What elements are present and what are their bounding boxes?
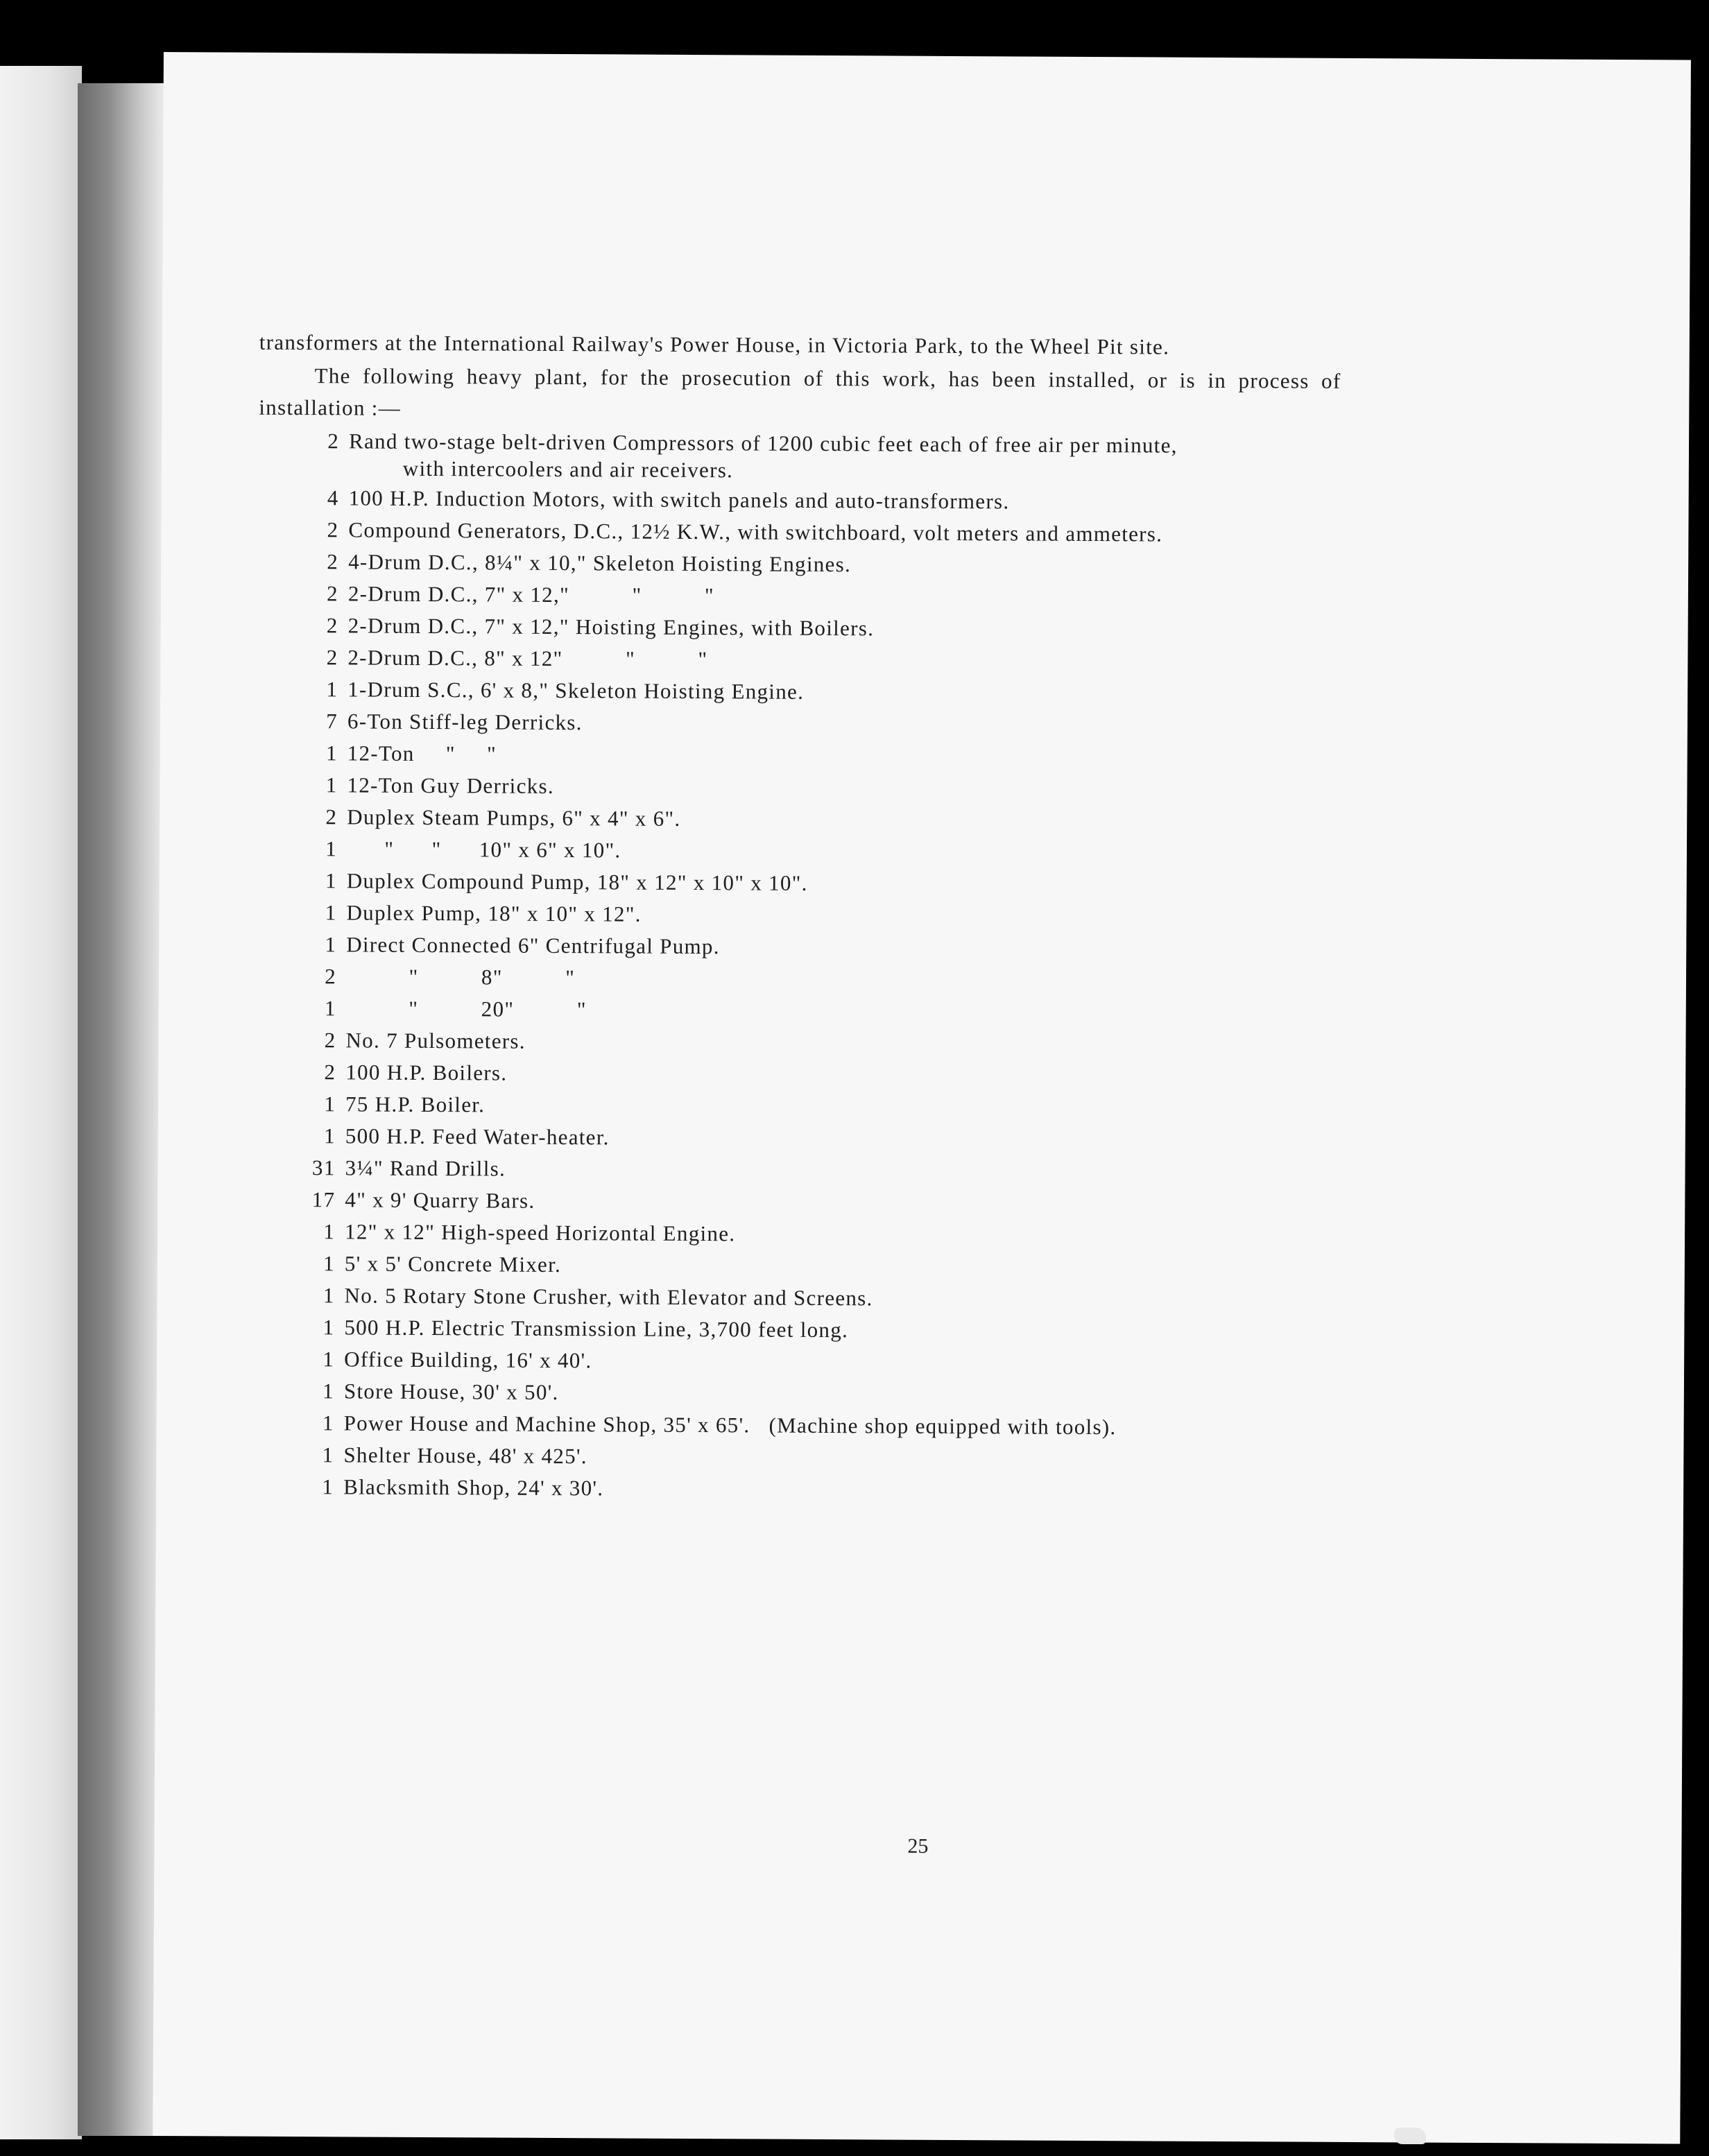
item-quantity: 2 [325, 804, 338, 829]
intro-paragraph: The following heavy plant, for the prosecution of this work, has been installed, or is in process of installation :— [259, 363, 1341, 420]
list-item [253, 1471, 1335, 1508]
item-description: Rand two-stage belt-driven Compressors of 1200 cubic feet each of free air per minute, [348, 429, 1178, 458]
item-description: 2-Drum D.C., 8" x 12" " " [347, 645, 708, 672]
item-quantity: 1 [323, 1123, 336, 1148]
item-quantity: 1 [322, 1379, 334, 1404]
item-quantity: 1 [323, 1347, 335, 1372]
item-description: " 20" " [345, 996, 587, 1022]
item-quantity: 1 [323, 1219, 336, 1244]
list-item [254, 1407, 1336, 1444]
item-description: No. 7 Pulsometers. [345, 1028, 526, 1053]
item-quantity: 31 [311, 1155, 336, 1180]
list-item [256, 897, 1338, 934]
item-quantity: 1 [325, 868, 337, 893]
list-item [258, 546, 1340, 583]
item-description: 100 H.P. Induction Motors, with switch panels and auto-transformers. [348, 485, 1010, 514]
item-quantity: 1 [324, 996, 336, 1021]
item-description: 3¼" Rand Drills. [345, 1155, 506, 1181]
item-description: 4" x 9' Quarry Bars. [345, 1187, 535, 1213]
item-description: 4-Drum D.C., 8¼" x 10," Skeleton Hoisting Engines. [348, 549, 852, 577]
item-description: Store House, 30' x 50'. [343, 1379, 559, 1405]
item-quantity: 1 [322, 1411, 334, 1435]
item-quantity: 1 [326, 677, 338, 702]
item-quantity: 1 [323, 1283, 335, 1308]
item-quantity: 17 [311, 1187, 336, 1212]
item-quantity: 2 [326, 645, 338, 670]
item-description: Shelter House, 48' x 425'. [343, 1442, 587, 1469]
item-description: 12-Ton " " [347, 741, 497, 766]
item-description-continued: with intercoolers and air receivers. [402, 456, 734, 483]
item-description: 100 H.P. Boilers. [345, 1060, 508, 1085]
page-body [253, 327, 1341, 1508]
item-description: 6-Ton Stiff-leg Derricks. [347, 709, 583, 735]
item-description: Blacksmith Shop, 24' x 30'. [343, 1474, 604, 1501]
scan-artifact [1394, 2128, 1426, 2144]
list-item [255, 1024, 1337, 1062]
list-item [257, 865, 1339, 902]
item-description: Duplex Compound Pump, 18" x 12" x 10" x 10". [346, 868, 808, 895]
item-description: Direct Connected 6" Centrifugal Pump. [346, 932, 720, 959]
item-quantity: 1 [324, 1092, 336, 1116]
list-item [255, 1152, 1337, 1189]
list-item [255, 1216, 1337, 1253]
item-quantity: 1 [325, 836, 338, 861]
item-description: Duplex Steam Pumps, 6" x 4" x 6". [347, 804, 681, 831]
item-quantity: 1 [325, 773, 338, 797]
page-number: 25 [907, 1834, 929, 1858]
list-item [257, 833, 1339, 870]
list-item [256, 992, 1338, 1030]
list-item [258, 578, 1340, 615]
item-quantity: 2 [327, 581, 339, 606]
list-item [258, 610, 1340, 647]
item-description: " 8" " [345, 964, 576, 990]
item-description: Compound Generators, D.C., 12½ K.W., with switchboard, volt meters and ammeters. [348, 517, 1163, 546]
list-item [253, 1439, 1335, 1476]
item-quantity: 2 [327, 517, 339, 542]
list-item [257, 737, 1339, 775]
list-item [257, 801, 1339, 838]
item-description: Office Building, 16' x 40'. [344, 1347, 592, 1373]
list-item [254, 1311, 1336, 1349]
item-quantity: 2 [327, 549, 339, 574]
list-item [258, 514, 1340, 551]
item-quantity: 2 [324, 1028, 336, 1053]
item-description: Duplex Pump, 18" x 10" x 12". [346, 900, 642, 926]
item-description: 75 H.P. Boiler. [345, 1092, 486, 1117]
item-description: No. 5 Rotary Stone Crusher, with Elevator and Screens. [344, 1283, 873, 1311]
item-quantity: 2 [324, 1060, 336, 1085]
list-item [256, 960, 1338, 998]
item-description: " " 10" x 6" x 10". [346, 836, 621, 863]
item-description: Power House and Machine Shop, 35' x 65'. (Machine shop equipped with tools). [343, 1411, 1117, 1440]
list-item [255, 1120, 1337, 1157]
item-quantity: 1 [325, 741, 338, 766]
list-item [257, 769, 1339, 807]
document-page [153, 52, 1691, 2144]
plant-list [253, 425, 1341, 1508]
item-description: 500 H.P. Electric Transmission Line, 3,700 feet long. [344, 1315, 849, 1343]
list-item [255, 1056, 1337, 1094]
item-description: 12-Ton Guy Derricks. [347, 773, 555, 798]
item-quantity: 1 [322, 1474, 334, 1499]
list-item [255, 1184, 1337, 1221]
list-item [255, 1248, 1337, 1285]
list-item [255, 1088, 1337, 1126]
item-description: 2-Drum D.C., 7" x 12," " " [347, 581, 715, 608]
item-quantity: 2 [327, 429, 340, 454]
list-item [257, 705, 1339, 743]
item-quantity: 7 [326, 709, 338, 734]
item-quantity: 2 [325, 964, 337, 989]
item-quantity: 2 [326, 613, 338, 638]
list-item [254, 1279, 1336, 1317]
item-description: 1-Drum S.C., 6' x 8," Skeleton Hoisting Engine. [347, 677, 805, 704]
item-quantity: 1 [325, 900, 337, 925]
item-quantity: 1 [322, 1442, 334, 1467]
list-item [257, 641, 1339, 679]
facing-page-edge [0, 66, 82, 2139]
list-item [257, 673, 1339, 711]
list-item [256, 929, 1338, 966]
intro-paragraph-continued: transformers at the International Railway's Power House, in Victoria Park, to the Wheel Pit site. [259, 329, 1170, 359]
list-item [259, 482, 1341, 519]
item-quantity: 1 [323, 1315, 335, 1340]
item-description: 12" x 12" High-speed Horizontal Engine. [345, 1219, 736, 1246]
list-item [254, 1343, 1336, 1381]
item-description: 5' x 5' Concrete Mixer. [344, 1251, 562, 1277]
list-item [254, 1375, 1336, 1413]
item-description: 2-Drum D.C., 7" x 12," Hoisting Engines, with Boilers. [347, 613, 875, 641]
item-quantity: 1 [325, 932, 337, 957]
item-description: 500 H.P. Feed Water-heater. [345, 1123, 610, 1150]
item-quantity: 1 [323, 1251, 335, 1276]
item-quantity: 4 [327, 485, 339, 510]
